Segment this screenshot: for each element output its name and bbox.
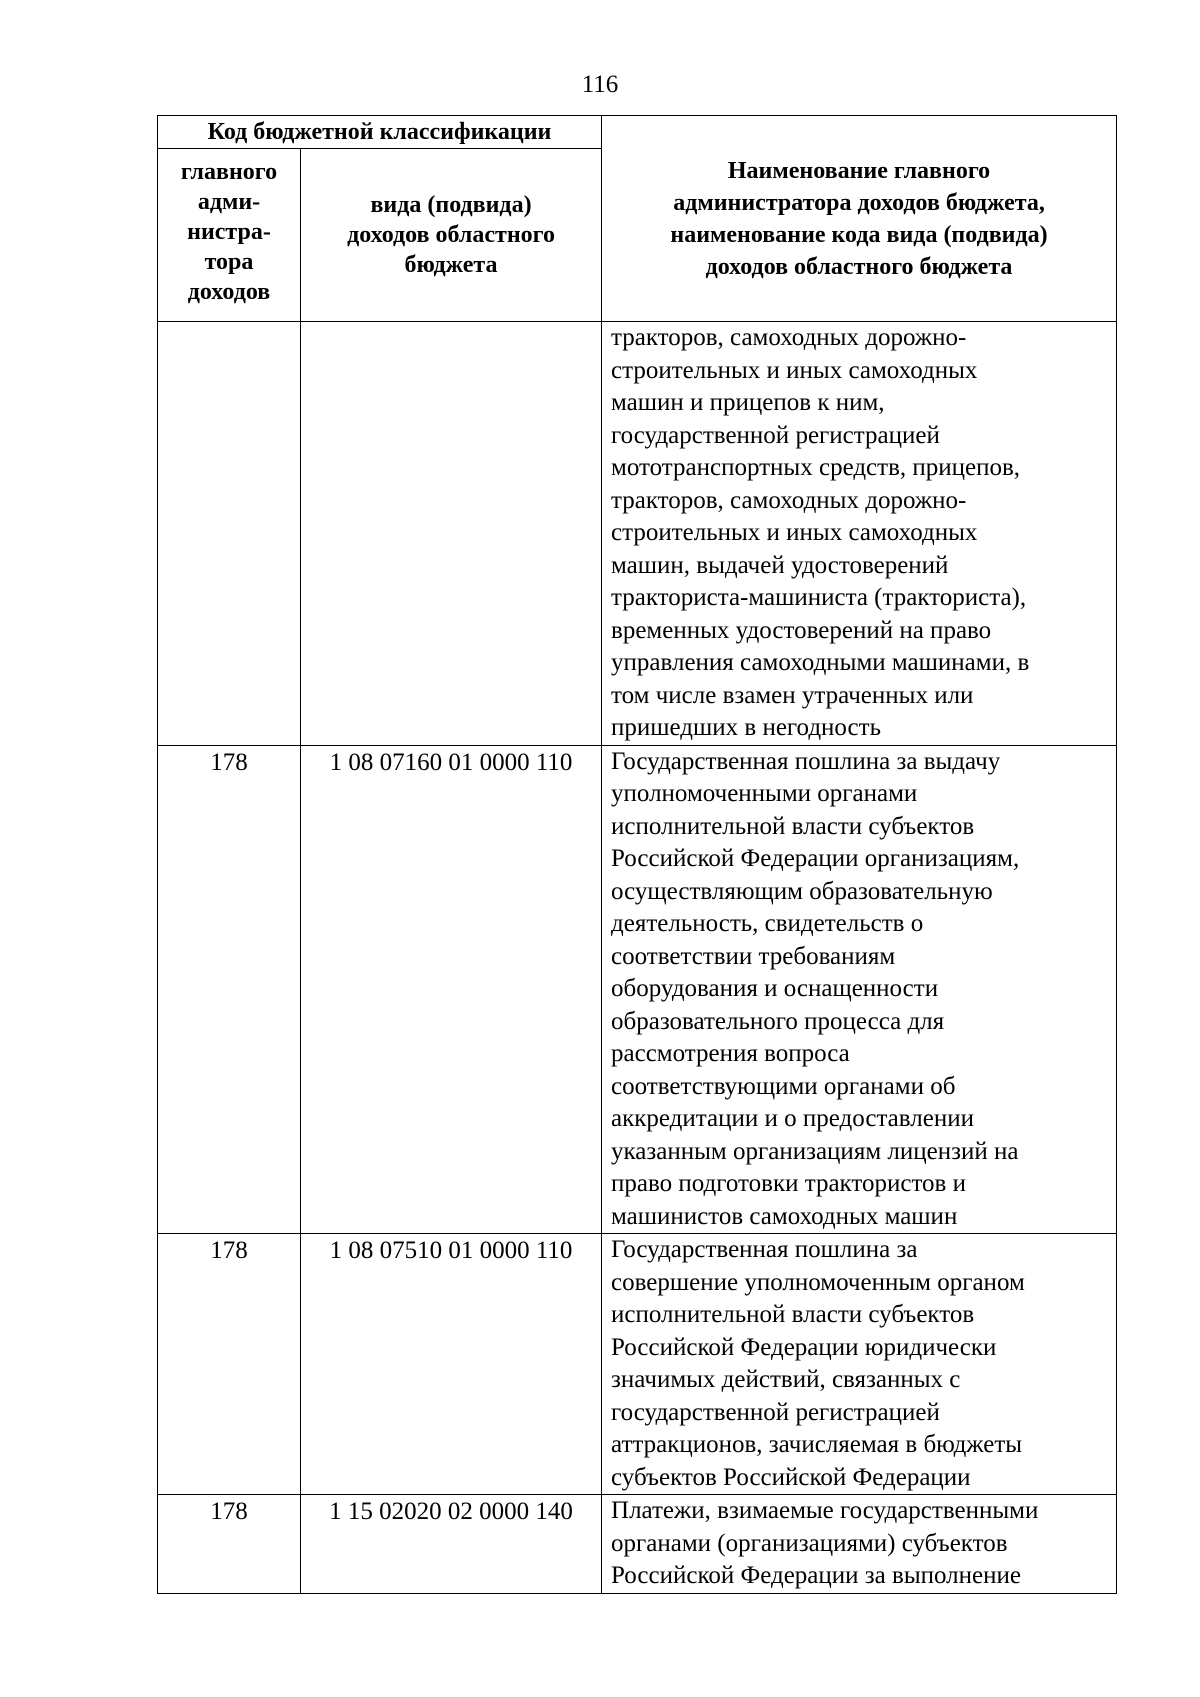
income-name-line: Российской Федерации за выполнение: [611, 1562, 1021, 1589]
income-name-line: Российской Федерации организациям,: [611, 845, 1020, 872]
income-name-line: Государственная пошлина за: [611, 1236, 918, 1263]
income-name-line: государственной регистрацией: [611, 421, 940, 449]
income-name-line: аккредитации и о предоставлении: [611, 1105, 974, 1132]
income-name-line: органами (организациями) субъектов: [611, 1529, 1008, 1557]
header-code-column: [301, 149, 602, 322]
income-name-cell: [602, 1234, 1117, 1495]
income-name-line: совершение уполномоченным органом: [611, 1268, 1025, 1296]
header-admin-line: адми-: [197, 189, 261, 215]
income-name-line: соответствии требованиям: [611, 942, 896, 970]
income-name-line: строительных и иных самоходных: [611, 519, 978, 546]
income-name-line: управления самоходными машинами, в: [611, 649, 1030, 676]
income-name-line: временных удостоверений на право: [611, 616, 992, 644]
income-name-line: том числе взамен утраченных или: [611, 681, 974, 709]
table-row: [158, 1234, 1117, 1495]
income-name-line: значимых действий, связанных с: [611, 1366, 961, 1393]
income-name-line: рассмотрения вопроса: [611, 1040, 850, 1067]
income-name-line: строительных и иных самоходных: [611, 356, 978, 384]
header-admin-line: доходов: [187, 279, 271, 305]
admin-code-cell: [158, 322, 301, 746]
income-code-cell: [301, 322, 602, 746]
income-code-cell: 1 15 02020 02 0000 140: [301, 1495, 602, 1594]
income-name-line: право подготовки трактористов и: [611, 1170, 966, 1197]
income-name-line: уполномоченными органами: [611, 780, 918, 807]
header-name-column: [602, 116, 1117, 322]
table-row: [158, 745, 1117, 1234]
income-name-cell: [602, 322, 1117, 746]
admin-code-cell: 178: [158, 1234, 301, 1495]
table-row: [158, 322, 1117, 746]
header-code-line: доходов областного: [347, 222, 555, 248]
income-name-line: исполнительной власти субъектов: [611, 812, 975, 840]
income-name-line: машин и прицепов к ним,: [611, 389, 885, 416]
header-group-budget-code: Код бюджетной классификации: [158, 116, 602, 149]
budget-classification-table: [157, 115, 1117, 1594]
table-body: [158, 322, 1117, 1594]
income-name-line: деятельность, свидетельств о: [611, 910, 924, 937]
income-name-line: тракторов, самоходных дорожно-: [611, 324, 967, 351]
income-name-line: пришедших в негодность: [611, 714, 881, 741]
income-name-line: машинистов самоходных машин: [611, 1202, 958, 1230]
income-name-line: тракторов, самоходных дорожно-: [611, 486, 967, 514]
income-name-line: мототранспортных средств, прицепов,: [611, 454, 1021, 481]
admin-code-cell: 178: [158, 1495, 301, 1594]
income-name-line: аттракционов, зачисляемая в бюджеты: [611, 1431, 1023, 1458]
income-name-line: Платежи, взимаемые государственными: [611, 1497, 1039, 1524]
income-name-line: субъектов Российской Федерации: [611, 1463, 971, 1491]
income-name-cell: [602, 1495, 1117, 1594]
income-name-cell: [602, 745, 1117, 1234]
header-admin-line: тора: [204, 249, 254, 275]
income-name-line: машин, выдачей удостоверений: [611, 551, 949, 579]
income-name-line: Государственная пошлина за выдачу: [611, 747, 1001, 775]
income-name-line: осуществляющим образовательную: [611, 877, 993, 905]
header-code-line: бюджета: [404, 252, 498, 278]
admin-code-cell: 178: [158, 745, 301, 1234]
header-code-line: вида (подвида): [370, 192, 532, 218]
income-name-line: образовательного процесса для: [611, 1007, 945, 1035]
page-number: 116: [581, 71, 619, 98]
table-row: [158, 1495, 1117, 1594]
header-admin-line: нистра-: [187, 219, 271, 245]
header-name-line: доходов областного бюджета: [705, 253, 1013, 280]
income-name-line: соответствующими органами об: [611, 1072, 956, 1100]
income-name-line: исполнительной власти субъектов: [611, 1301, 975, 1328]
header-admin-column: [158, 149, 301, 322]
header-admin-line: главного: [180, 159, 278, 185]
income-name-line: Российской Федерации юридически: [611, 1333, 997, 1361]
income-code-cell: 1 08 07160 01 0000 110: [301, 745, 602, 1234]
income-name-line: государственной регистрацией: [611, 1398, 940, 1426]
income-name-line: тракториста-машиниста (тракториста),: [611, 584, 1027, 611]
header-name-line: Наименование главного: [727, 157, 991, 184]
header-name-line: администратора доходов бюджета,: [673, 189, 1045, 216]
income-name-line: указанным организациям лицензий на: [611, 1137, 1019, 1165]
income-name-line: оборудования и оснащенности: [611, 975, 939, 1002]
header-name-line: наименование кода вида (подвида): [670, 221, 1048, 248]
income-code-cell: 1 08 07510 01 0000 110: [301, 1234, 602, 1495]
